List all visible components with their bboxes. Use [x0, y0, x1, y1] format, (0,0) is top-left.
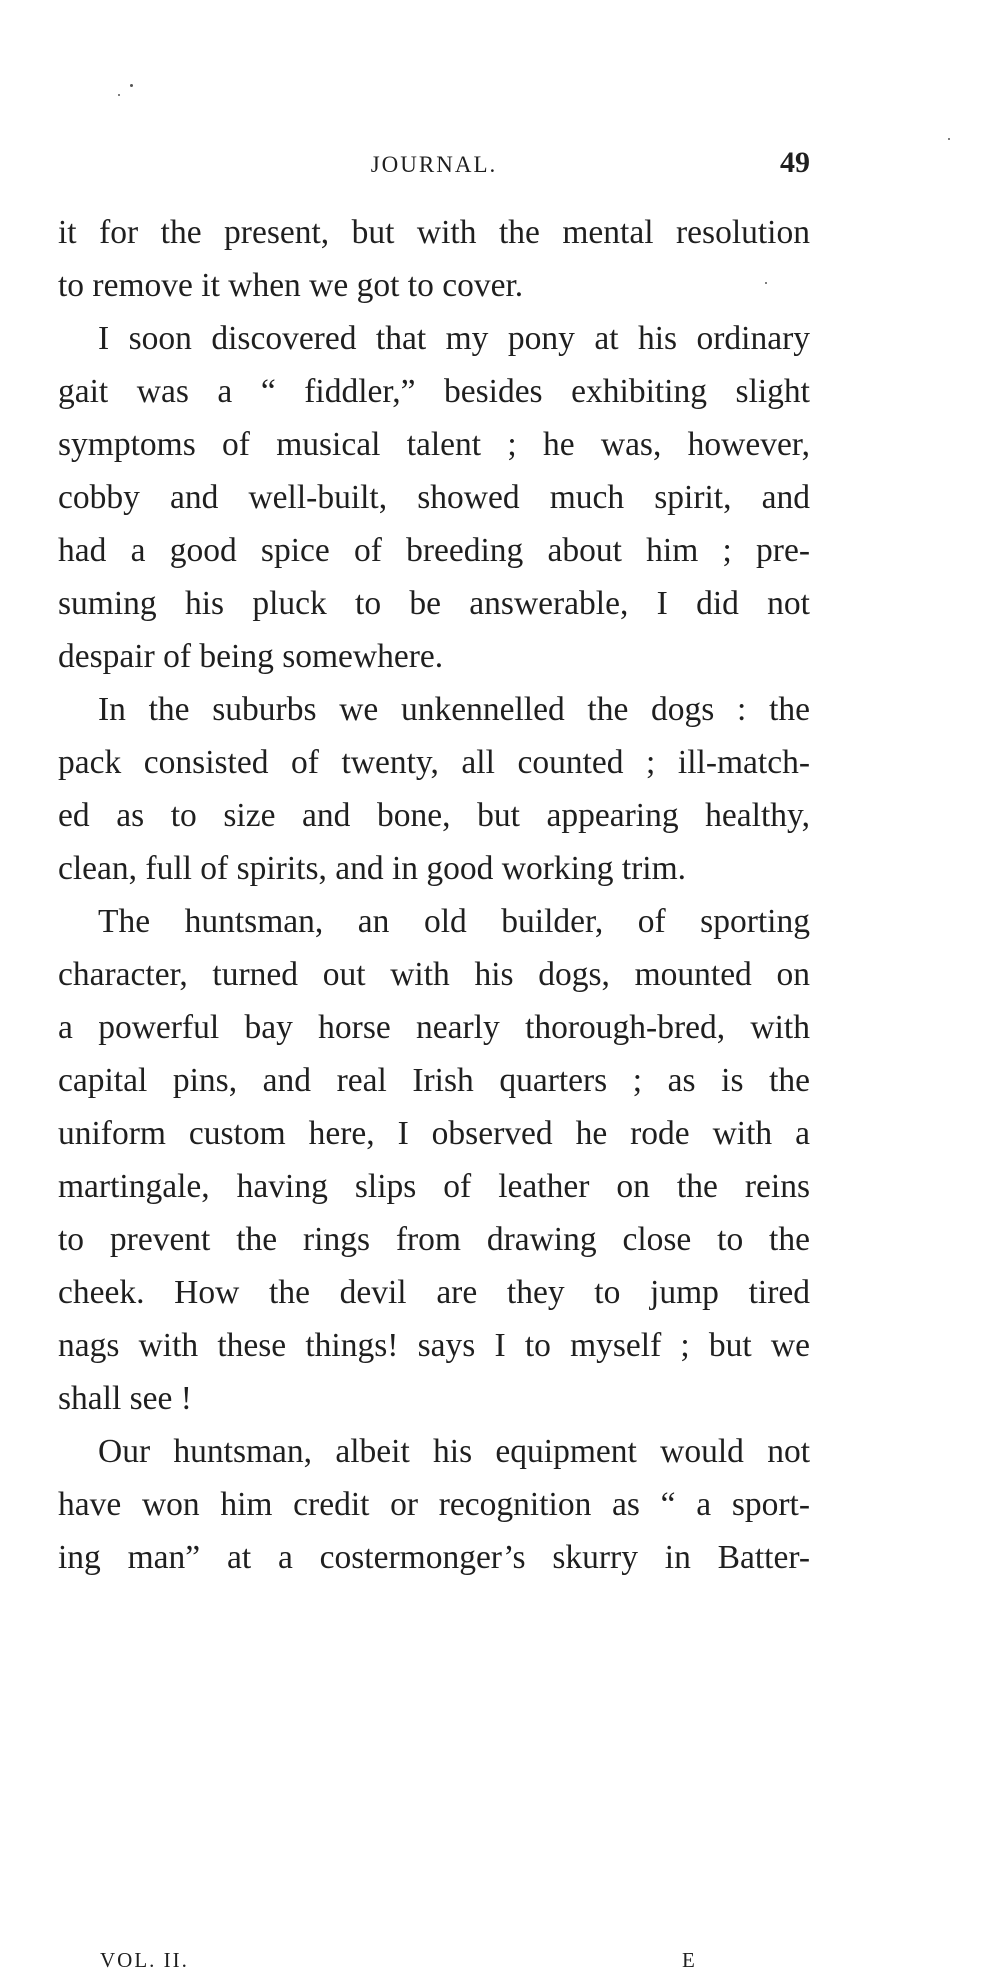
text-line: uniform custom here, I observed he rode with a	[58, 1115, 810, 1152]
text-line: gait was a “ fiddler,” besides exhibiting slight	[58, 373, 810, 410]
text-line: ed as to size and bone, but appearing healthy,	[58, 797, 810, 834]
page-number: 49	[780, 146, 810, 179]
text-line: had a good spice of breeding about him ; pre-	[58, 532, 810, 569]
text-line: have won him credit or recognition as “ a sport-	[58, 1486, 810, 1523]
body-text	[58, 206, 810, 1584]
signature-mark: E	[682, 1948, 695, 1972]
text-line: capital pins, and real Irish quarters ; as is the	[58, 1062, 810, 1099]
text-line: nags with these things! says I to myself ; but we	[58, 1327, 810, 1364]
text-line: martingale, having slips of leather on the reins	[58, 1168, 810, 1205]
text-line: cheek. How the devil are they to jump tired	[58, 1274, 810, 1311]
text-line: shall see !	[58, 1380, 192, 1417]
text-line: cobby and well-built, showed much spirit, and	[58, 479, 810, 516]
text-line: despair of being somewhere.	[58, 638, 444, 675]
paper-speck	[130, 84, 133, 87]
paper-speck	[118, 94, 120, 96]
signature-volume: VOL. II.	[100, 1948, 189, 1972]
text-line: suming his pluck to be answerable, I did not	[58, 585, 810, 622]
text-line: it for the present, but with the mental resolution	[58, 214, 810, 251]
text-line: to prevent the rings from drawing close to the	[58, 1221, 810, 1258]
text-line: The huntsman, an old builder, of sporting	[98, 903, 810, 940]
text-line: ing man” at a costermonger’s skurry in Batter-	[58, 1539, 810, 1576]
text-line: to remove it when we got to cover.	[58, 267, 524, 304]
paper-speck	[948, 138, 950, 140]
text-line: pack consisted of twenty, all counted ; ill-match-	[58, 744, 810, 781]
running-head	[58, 148, 810, 182]
text-line: character, turned out with his dogs, mounted on	[58, 956, 810, 993]
paper-speck	[765, 282, 767, 284]
text-line: In the suburbs we unkennelled the dogs : the	[98, 691, 810, 728]
running-title: JOURNAL.	[370, 152, 498, 177]
text-line: clean, full of spirits, and in good working trim.	[58, 850, 687, 887]
text-line: symptoms of musical talent ; he was, however,	[58, 426, 810, 463]
text-line: Our huntsman, albeit his equipment would not	[98, 1433, 810, 1470]
text-line: a powerful bay horse nearly thorough-bred, with	[58, 1009, 810, 1046]
text-line: I soon discovered that my pony at his ordinary	[98, 320, 810, 357]
